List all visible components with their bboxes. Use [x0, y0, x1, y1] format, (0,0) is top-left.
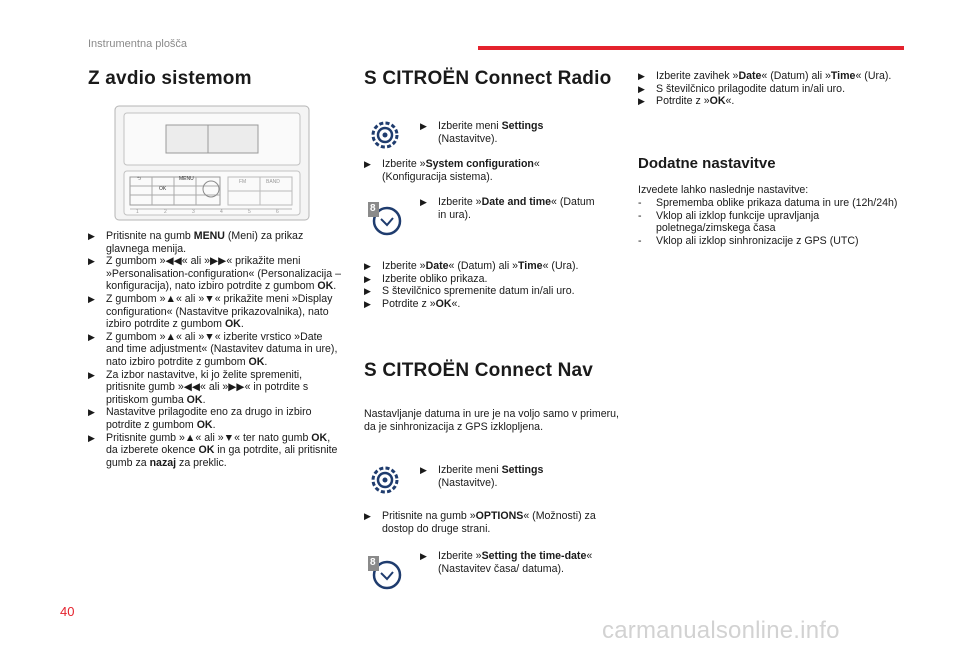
- nav-steps-continued: ▶ Izberite zavihek »Date« (Datum) ali »Time« (Ura). ▶ S številčnico prilagodite datum in/ali uro. ▶ Potrdite z »OK«.: [638, 70, 892, 108]
- emphasis: OK: [248, 355, 265, 368]
- audio-system-title: Z avdio sistemom: [88, 68, 252, 89]
- step-text: Potrdite z »OK«.: [382, 297, 461, 310]
- connect-radio-title: S CITROËN Connect Radio: [364, 68, 612, 89]
- preset-5: 5: [248, 209, 251, 215]
- preset-3: 3: [192, 209, 195, 215]
- badge-number: 8: [370, 557, 376, 568]
- fm-key-label: FM: [239, 179, 247, 185]
- emphasis: OK: [317, 280, 334, 293]
- step-text: S številčnico spremenite datum in/ali uro.: [382, 285, 575, 298]
- emphasis: OK: [198, 444, 215, 457]
- step-text: Izberite »Setting the time-date« (Nastavitev časa/ datuma).: [438, 550, 593, 575]
- emphasis: OPTIONS: [475, 510, 524, 522]
- step-text: Izberite »Date« (Datum) ali »Time« (Ura).: [382, 260, 579, 272]
- emphasis: OK: [224, 318, 241, 331]
- section-header: Instrumentna plošča: [88, 38, 188, 50]
- ok-key-label: OK: [159, 186, 167, 192]
- preset-6: 6: [276, 209, 279, 215]
- step-text: Izberite »System configuration« (Konfiguracija sistema).: [382, 158, 540, 183]
- badge-number: 8: [370, 203, 376, 214]
- step-text: S številčnico prilagodite datum in/ali uro.: [656, 82, 846, 95]
- emphasis: Settings: [501, 120, 544, 132]
- back-key-label: ⮌: [137, 176, 142, 182]
- additional-settings-intro: Izvedete lahko naslednje nastavitve:: [638, 184, 809, 196]
- nav-step-settings: ▶ Izberite meni Settings (Nastavitve).: [420, 464, 544, 489]
- gear-icon: [368, 463, 402, 497]
- list-item: ▶ Z gumbom »◀◀« ali »▶▶« prikažite meni »Personalisation-configuration« (Personalizacija – konfiguracija), nato izbiro potrdite z gumbom OK.: [88, 255, 341, 293]
- emphasis: OK: [196, 418, 213, 431]
- nav-step-time-date: ▶ Izberite »Setting the time-date« (Nastavitev časa/ datuma).: [420, 550, 593, 575]
- step-text: Izberite »Date and time« (Datum in ura).: [438, 196, 595, 221]
- gear-icon: [368, 118, 402, 152]
- list-item: - Sprememba oblike prikaza datuma in ure (12h/24h): [638, 197, 900, 210]
- step-text: Pritisnite gumb »▲« ali »▼« ter nato gumb OK, da izberete okence OK in ga potrdite, ali pritisnite gumb za nazaj za preklic.: [106, 431, 338, 469]
- step-text: Z gumbom »▲« ali »▼« prikažite meni »Display configuration« (Nastavitve prikazovalnika), nato izbiro potrdite z gumbom OK.: [106, 292, 333, 331]
- audio-instructions: [88, 230, 342, 469]
- preset-4: 4: [220, 209, 223, 215]
- page-number: 40: [60, 604, 75, 619]
- list-item: ▶ Pritisnite gumb »▲« ali »▼« ter nato gumb OK, da izberete okence OK in ga potrdite, ali pritisnite gumb za nazaj za preklic.: [88, 431, 338, 469]
- emphasis: MENU: [193, 230, 225, 242]
- menu-key-label: MENU: [179, 176, 194, 182]
- emphasis: Settings: [501, 464, 544, 476]
- clock-icon: [368, 556, 402, 590]
- step-text: Izberite zavihek »Date« (Datum) ali »Time« (Ura).: [656, 70, 892, 82]
- emphasis: OK: [709, 95, 726, 108]
- radio-step-date-time: ▶ Izberite »Date and time« (Datum in ura).: [420, 196, 595, 221]
- band-key-label: BAND: [266, 179, 280, 185]
- radio-steps-after: ▶ Izberite »Date« (Datum) ali »Time« (Ura). ▶ Izberite obliko prikaza. ▶ S številčnico spremenite datum in/ali uro. ▶ Potrdite z »OK«.: [364, 260, 579, 310]
- list-item: - Vklop ali izklop sinhronizacije z GPS (UTC): [638, 235, 900, 248]
- step-text: Izberite obliko prikaza.: [382, 272, 488, 285]
- step-text: Z gumbom »▲« ali »▼« izberite vrstico »Date and time adjustment« (Nastavitev datuma in ure), nato izbiro potrdite z gumbom OK.: [106, 330, 338, 368]
- step-text: Za izbor nastavitve, ki jo želite spremeniti, pritisnite gumb »◀◀« ali »▶▶« in potrdite s pritiskom gumba OK.: [106, 368, 309, 406]
- nav-step-options: ▶ Pritisnite na gumb »OPTIONS« (Možnosti) za dostop do druge strani.: [364, 510, 596, 535]
- list-item: ▶ Za izbor nastavitve, ki jo želite spremeniti, pritisnite gumb »◀◀« ali »▶▶« in potrdite s pritiskom gumba OK.: [88, 368, 309, 406]
- nav-intro: Nastavljanje datuma in ure je na voljo samo v primeru, da je sinhronizacija z GPS izklopljena.: [364, 408, 619, 433]
- audio-unit-illustration: [114, 105, 310, 221]
- emphasis: System configuration: [425, 158, 534, 170]
- radio-step-system: ▶ Izberite »System configuration« (Konfiguracija sistema).: [364, 158, 540, 183]
- step-text: Pritisnite na gumb »OPTIONS« (Možnosti) za dostop do druge strani.: [382, 510, 596, 535]
- step-text: Izberite meni Settings (Nastavitve).: [438, 464, 544, 489]
- step-text: Izberite meni Settings (Nastavitve).: [438, 120, 544, 145]
- emphasis: OK: [186, 393, 203, 406]
- preset-1: 1: [136, 209, 139, 215]
- emphasis: Time: [830, 70, 856, 82]
- step-text: Potrdite z »OK«.: [656, 95, 735, 108]
- emphasis: Setting the time-date: [481, 550, 587, 562]
- preset-2: 2: [164, 209, 167, 215]
- step-text: Pritisnite na gumb MENU (Meni) za prikaz glavnega menija.: [106, 230, 304, 255]
- emphasis: nazaj: [149, 456, 177, 469]
- clock-icon: [368, 202, 402, 236]
- additional-settings-title: Dodatne nastavitve: [638, 155, 776, 172]
- connect-nav-title: S CITROËN Connect Nav: [364, 360, 594, 381]
- list-item: - Vklop ali izklop funkcije upravljanja poletnega/zimskega časa: [638, 210, 900, 235]
- header-accent-bar: [478, 46, 904, 50]
- list-item: ▶ Nastavitve prilagodite eno za drugo in izbiro potrdite z gumbom OK.: [88, 406, 312, 431]
- list-item: ▶ Pritisnite na gumb MENU (Meni) za prikaz glavnega menija.: [88, 230, 304, 255]
- emphasis: Time: [518, 260, 543, 272]
- emphasis: OK: [311, 431, 328, 444]
- emphasis: Date: [738, 70, 762, 82]
- emphasis: Date: [425, 260, 449, 272]
- list-item: ▶ Z gumbom »▲« ali »▼« prikažite meni »Display configuration« (Nastavitve prikazovalnika), nato izbiro potrdite z gumbom OK.: [88, 292, 333, 331]
- step-text: Z gumbom »◀◀« ali »▶▶« prikažite meni »Personalisation-configuration« (Personalizacija – konfiguracija), nato izbiro potrdite z gumbom OK.: [106, 255, 341, 293]
- emphasis: OK: [435, 297, 452, 310]
- radio-step-settings: ▶ Izberite meni Settings (Nastavitve).: [420, 120, 544, 145]
- emphasis: Date and time: [481, 196, 552, 208]
- watermark: carmanualsonline.info: [602, 617, 840, 644]
- list-item: ▶ Z gumbom »▲« ali »▼« izberite vrstico »Date and time adjustment« (Nastavitev datuma in ure), nato izbiro potrdite z gumbom OK.: [88, 330, 338, 368]
- step-text: Nastavitve prilagodite eno za drugo in izbiro potrdite z gumbom OK.: [106, 406, 312, 431]
- additional-settings-list: [638, 197, 900, 247]
